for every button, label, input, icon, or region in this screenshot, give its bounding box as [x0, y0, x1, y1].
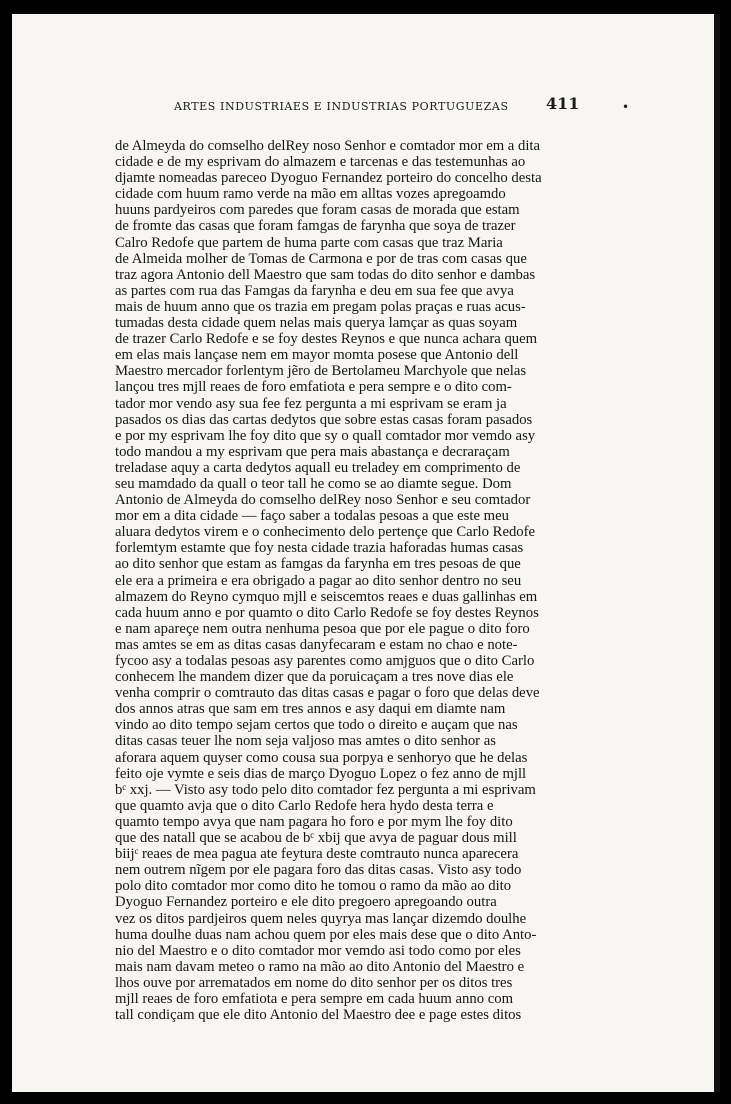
text-line: de Almeyda do comselho delRey noso Senhor e comtador mor em a dita: [115, 138, 541, 154]
text-line: Antonio de Almeyda do comselho delRey noso Senhor e seu comtador: [115, 492, 531, 509]
text-line: nio del Maestro e o dito comtador mor vemdo asi todo como por eles: [115, 942, 521, 959]
text-line: Maestro mercador forlentym jẽro de Bertolameu Marchyole que nelas: [115, 363, 527, 380]
text-line: tall condiçam que ele dito Antonio del Maestro dee e page estes ditos: [115, 1007, 522, 1024]
text-line: ao dito senhor que estam as famgas da farynha em tres pesoas de que: [115, 556, 521, 573]
text-line: quamto tempo avya que nam pagara ho foro e por mym lhe foy dito: [115, 813, 513, 830]
text-line: mais de huum anno que os trazia em pregam polas praças e ruas acus-: [115, 298, 526, 315]
text-line: mor em a dita cidade — faço saber a todalas pesoas a que este meu: [115, 508, 509, 525]
text-line: Dyoguo Fernandez porteiro e ele dito pregoero apregoando outra: [115, 894, 497, 911]
text-line: pasados os dias das cartas dedytos que sobre estas casas foram pasados: [115, 411, 533, 428]
text-line: seu mamdado da quall o teor tall he como se ao diamte segue. Dom: [115, 475, 512, 492]
text-line: tador mor vendo asy sua fee fez pergunta a mi esprivam se eram ja: [115, 395, 507, 412]
text-line: cidade e de my esprivam do almazem e tarcenas e das testemunhas ao: [115, 154, 526, 171]
text-line: e por my esprivam lhe foy dito que sy o quall comtador mor vemdo asy: [115, 427, 536, 444]
text-line: ditas casas teuer lhe nom seja valjoso mas amtes o dito senhor as: [115, 733, 496, 750]
page-header: [174, 94, 630, 114]
text-line: bᶜ xxj. — Visto asy todo pelo dito comtador fez pergunta a mi esprivam: [115, 781, 536, 798]
text-line: aluara dedytos virem e o conhecimento delo pertençe que Carlo Redofe: [115, 524, 536, 541]
text-line: vez os ditos pardjeiros quem neles quyrya mas lançar dizemdo doulhe: [115, 910, 527, 927]
document-page: [12, 14, 720, 1092]
text-line: ele era a primeira e era obrigado a pagar ao dito senhor dentro no seu: [115, 572, 522, 589]
text-line: fycoo asy a todalas pesoas asy parentes como amjguos que o dito Carlo: [115, 653, 535, 669]
text-line: djamte nomeadas pareceo Dyoguo Fernandez porteiro do concelho desta: [115, 170, 542, 187]
text-line: cidade com huum ramo verde na mão em alltas vozes apregoamdo: [115, 186, 506, 203]
text-line: huma doulhe duas nam achou quem por eles mais dese que o dito Anto-: [115, 926, 537, 943]
text-line: polo dito comtador mor como dito he tomou o ramo da mão ao dito: [115, 878, 512, 895]
text-line: e nam apareçe nem outra nenhuma pesoa que por ele pague o dito foro: [115, 620, 530, 637]
text-line: cada huum anno e por quamto o dito Carlo Redofe se foy destes Reynos: [115, 604, 539, 621]
text-line: de trazer Carlo Redofe e se foy destes Reynos e que nunca achara quem: [115, 331, 538, 348]
body-text: [115, 138, 587, 1023]
text-line: dos annos atras que sam em tres annos e asy daqui em diamte nam: [115, 701, 506, 718]
header-mark: •: [622, 100, 630, 114]
text-line: lançou tres mjll reaes de foro emfatiota e pera sempre e o dito com-: [115, 379, 512, 396]
text-line: vindo ao dito tempo sejam certos que todo o direito e auçam que nas: [115, 717, 518, 734]
text-line: em elas mais lançase nem em mayor momta posese que Antonio dell: [115, 347, 519, 364]
page-number: 411: [546, 94, 580, 113]
text-line: conhecem lhe mandem dizer que da poruicaçam a tres nove dias ele: [115, 669, 514, 686]
text-line: feito oje vymte e seis dias de março Dyoguo Lopez o fez anno de mjll: [115, 765, 527, 782]
text-line: nem outrem nĩgem por ele pagara foro das ditas casas. Visto asy todo: [115, 862, 522, 879]
text-line: de fromte das casas que foram famgas de farynha que soya de trazer: [115, 218, 516, 235]
text-line: aforara aquem quyser como cousa sua porpya e senhoryo que he delas: [115, 749, 528, 766]
text-line: huuns pardyeiros com paredes que foram casas de morada que estam: [115, 202, 520, 219]
text-line: as partes com rua das Famgas da farynha e deu em sua fee que avya: [115, 282, 514, 299]
running-title: ARTES INDUSTRIAES E INDUSTRIAS PORTUGUEZAS: [174, 100, 509, 113]
text-line: todo mandou a my esprivam que pera mais abastança e decraraçam: [115, 443, 510, 460]
text-line: biijᶜ reaes de mea pagua ate feytura deste comtrauto nunca aparecera: [115, 846, 519, 863]
page-edge-shadow: [714, 14, 720, 1092]
text-line: lhos ouve por arrematados em nome do dito senhor per os ditos tres: [115, 974, 513, 991]
text-line: venha comprir o comtrauto das ditas casas e pagar o foro que delas deve: [115, 685, 540, 702]
text-line: mas amtes se em as ditas casas danyfecaram e estam no chao e note-: [115, 636, 518, 653]
text-line: Calro Redofe que partem de huma parte com casas que traz Maria: [115, 234, 503, 251]
text-line: forlemtym estamte que foy nesta cidade trazia haforadas humas casas: [115, 540, 524, 557]
text-line: que quamto avja que o dito Carlo Redofe hera hydo desta terra e: [115, 797, 494, 814]
text-line: mais nam davam meteo o ramo na mão ao dito Antonio del Maestro e: [115, 958, 525, 975]
text-line: treladase aquy a carta dedytos aquall eu treladey em comprimento de: [115, 459, 521, 476]
text-line: que des natall que se acabou de bᶜ xbij que avya de paguar dous mill: [115, 830, 517, 847]
text-line: tumadas desta cidade quem nelas mais querya lamçar as quas soyam: [115, 315, 518, 332]
text-line: traz agora Antonio dell Maestro que sam todas do dito senhor e dambas: [115, 266, 536, 283]
text-line: mjll reaes de foro emfatiota e pera sempre em cada huum anno com: [115, 990, 514, 1007]
text-line: almazem do Reyno cymquo mjll e seiscemtos reaes e duas gallinhas em: [115, 588, 538, 605]
text-line: de Almeida molher de Tomas de Carmona e por de tras com casas que: [115, 250, 527, 267]
